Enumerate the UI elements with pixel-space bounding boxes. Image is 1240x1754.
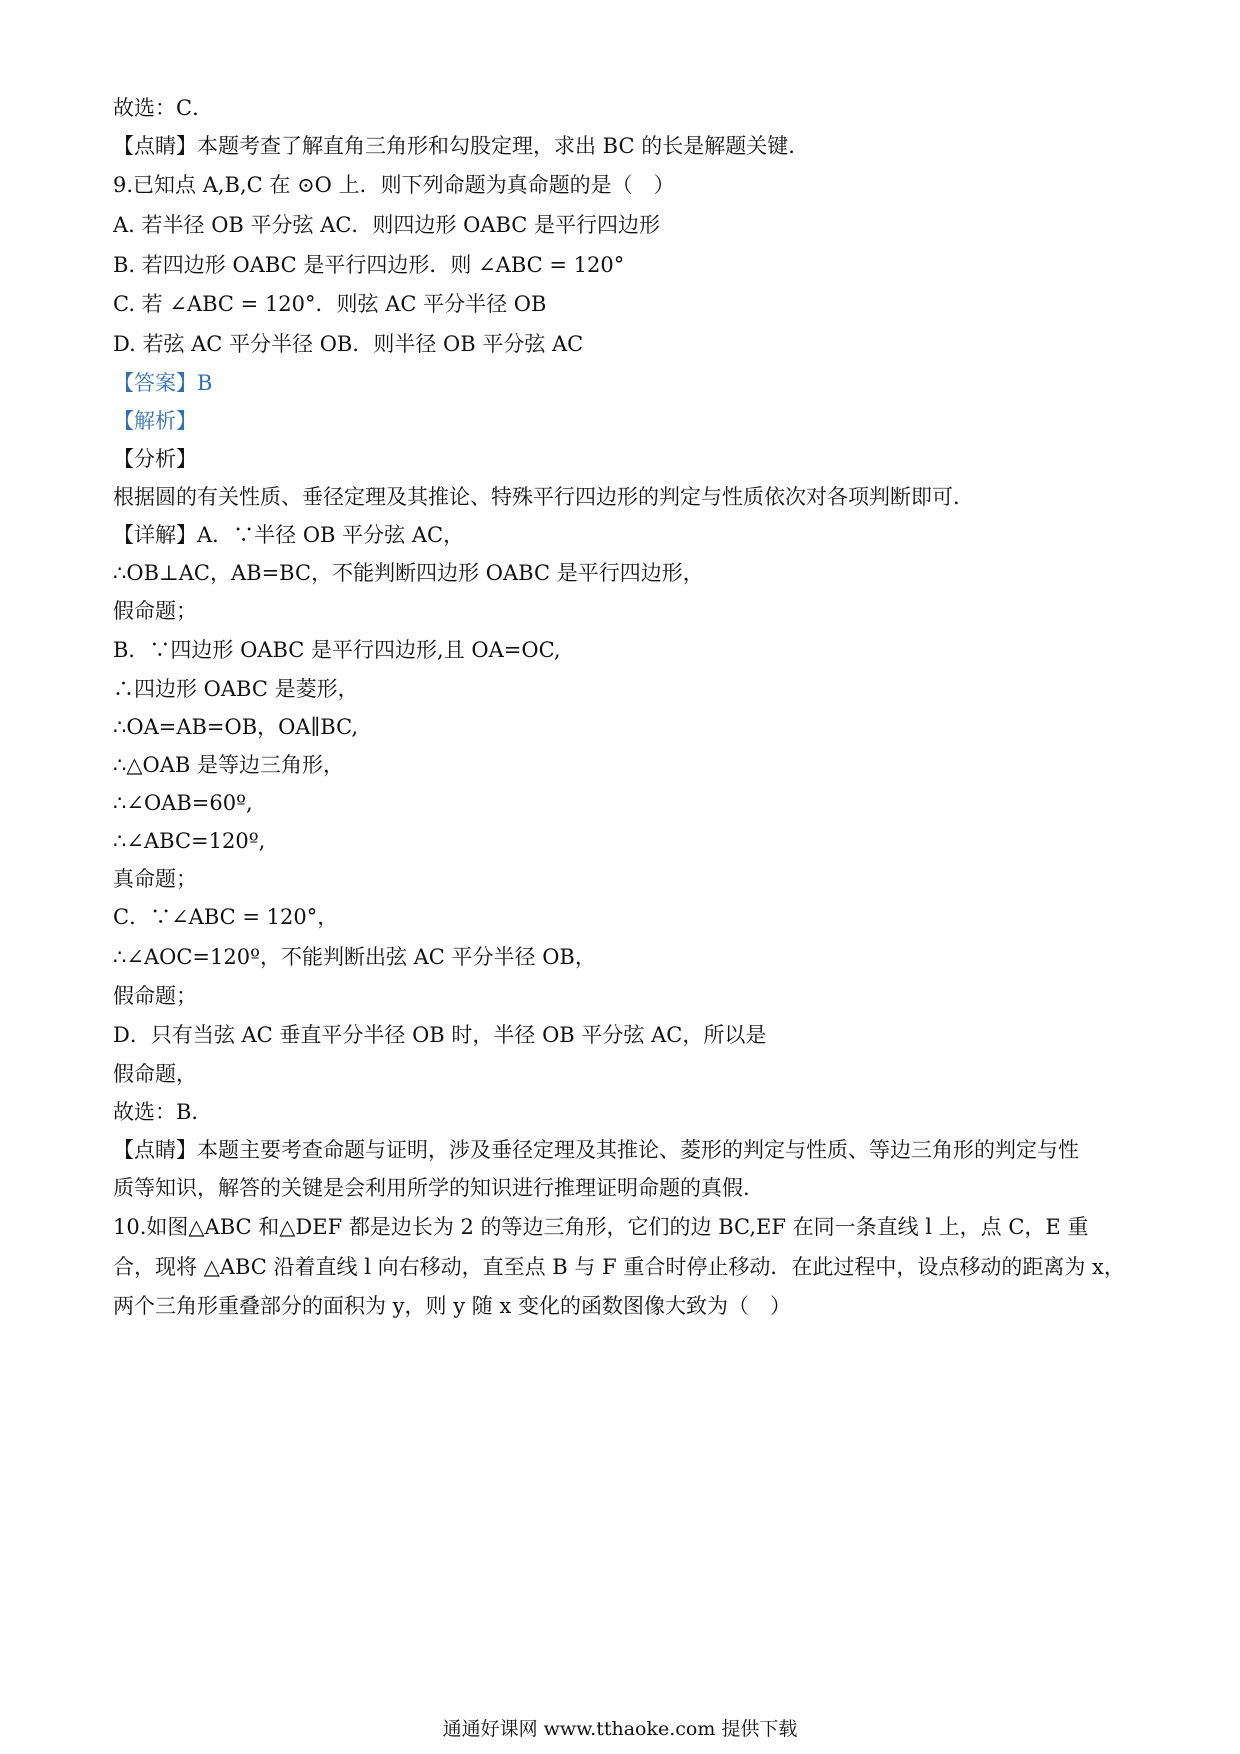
detail-b-3: ∴OA=AB=OB，OA∥BC, bbox=[113, 715, 359, 739]
fenxi-text: 根据圆的有关性质、垂径定理及其推论、特殊平行四边形的判定与性质依次对各项判断即可. bbox=[113, 485, 960, 509]
question-9-stem: 9.已知点 A,B,C 在 ⊙O 上．则下列命题为真命题的是（ ） bbox=[113, 173, 675, 197]
detail-b-1: B．∵四边形 OABC 是平行四边形,且 OA=OC, bbox=[113, 638, 561, 662]
detail-c-3: 假命题； bbox=[113, 984, 197, 1008]
question-10-line-1: 10.如图△ABC 和△DEF 都是边长为 2 的等边三角形，它们的边 BC,EF 在同一条直线 l 上，点 C，E 重 bbox=[113, 1215, 1089, 1239]
analysis-label: 【解析】 bbox=[113, 409, 197, 433]
dianjing-9-line-2: 质等知识，解答的关键是会利用所学的知识进行推理证明命题的真假. bbox=[113, 1176, 750, 1200]
answer-label: 【答案】B bbox=[113, 371, 213, 395]
text-line-2: 【点睛】本题考查了解直角三角形和勾股定理，求出 BC 的长是解题关键. bbox=[113, 134, 795, 158]
question-9-option-d: D. 若弦 AC 平分半径 OB．则半径 OB 平分弦 AC bbox=[113, 332, 584, 356]
dianjing-9-line-1: 【点睛】本题主要考查命题与证明，涉及垂径定理及其推论、菱形的判定与性质、等边三角形的判定与性 bbox=[113, 1138, 1079, 1162]
detail-a-2: ∴OB⊥AC，AB=BC，不能判断四边形 OABC 是平行四边形， bbox=[113, 561, 704, 585]
detail-d-1: D．只有当弦 AC 垂直平分半径 OB 时，半径 OB 平分弦 AC，所以是 bbox=[113, 1023, 767, 1047]
question-10-line-2: 合，现将 △ABC 沿着直线 l 向右移动，直至点 B 与 F 重合时停止移动．在此过程中，设点移动的距离为 x， bbox=[113, 1255, 1125, 1279]
detail-b-7: 真命题； bbox=[113, 867, 197, 891]
detail-a-3: 假命题； bbox=[113, 599, 197, 623]
answer-line bbox=[113, 368, 1133, 398]
detail-b-5: ∴∠OAB=60º, bbox=[113, 791, 253, 815]
text-line-1: 故选：C． bbox=[113, 96, 214, 120]
detail-b-6: ∴∠ABC=120º, bbox=[113, 829, 266, 853]
question-9-option-a: A. 若半径 OB 平分弦 AC．则四边形 OABC 是平行四边形 bbox=[113, 213, 661, 237]
page-footer: 通通好课网 www.tthaoke.com 提供下载 bbox=[442, 1718, 798, 1740]
detail-a-1: 【详解】A．∵半径 OB 平分弦 AC， bbox=[113, 523, 465, 547]
detail-d-3: 故选：B． bbox=[113, 1100, 213, 1124]
detail-b-2: ∴四边形 OABC 是菱形， bbox=[113, 677, 359, 701]
question-10-line-3: 两个三角形重叠部分的面积为 y，则 y 随 x 变化的函数图像大致为（ ） bbox=[113, 1294, 791, 1318]
question-9-option-b: B. 若四边形 OABC 是平行四边形．则 ∠ABC = 120° bbox=[113, 253, 625, 277]
question-9-option-c: C. 若 ∠ABC = 120°．则弦 AC 平分半径 OB bbox=[113, 292, 547, 316]
detail-c-1: C．∵∠ABC = 120°， bbox=[113, 905, 339, 929]
detail-d-2: 假命题， bbox=[113, 1062, 197, 1086]
fenxi-label: 【分析】 bbox=[113, 447, 197, 471]
detail-c-2: ∴∠AOC=120º，不能判断出弦 AC 平分半径 OB， bbox=[113, 945, 596, 969]
detail-b-4: ∴△OAB 是等边三角形， bbox=[113, 753, 344, 777]
